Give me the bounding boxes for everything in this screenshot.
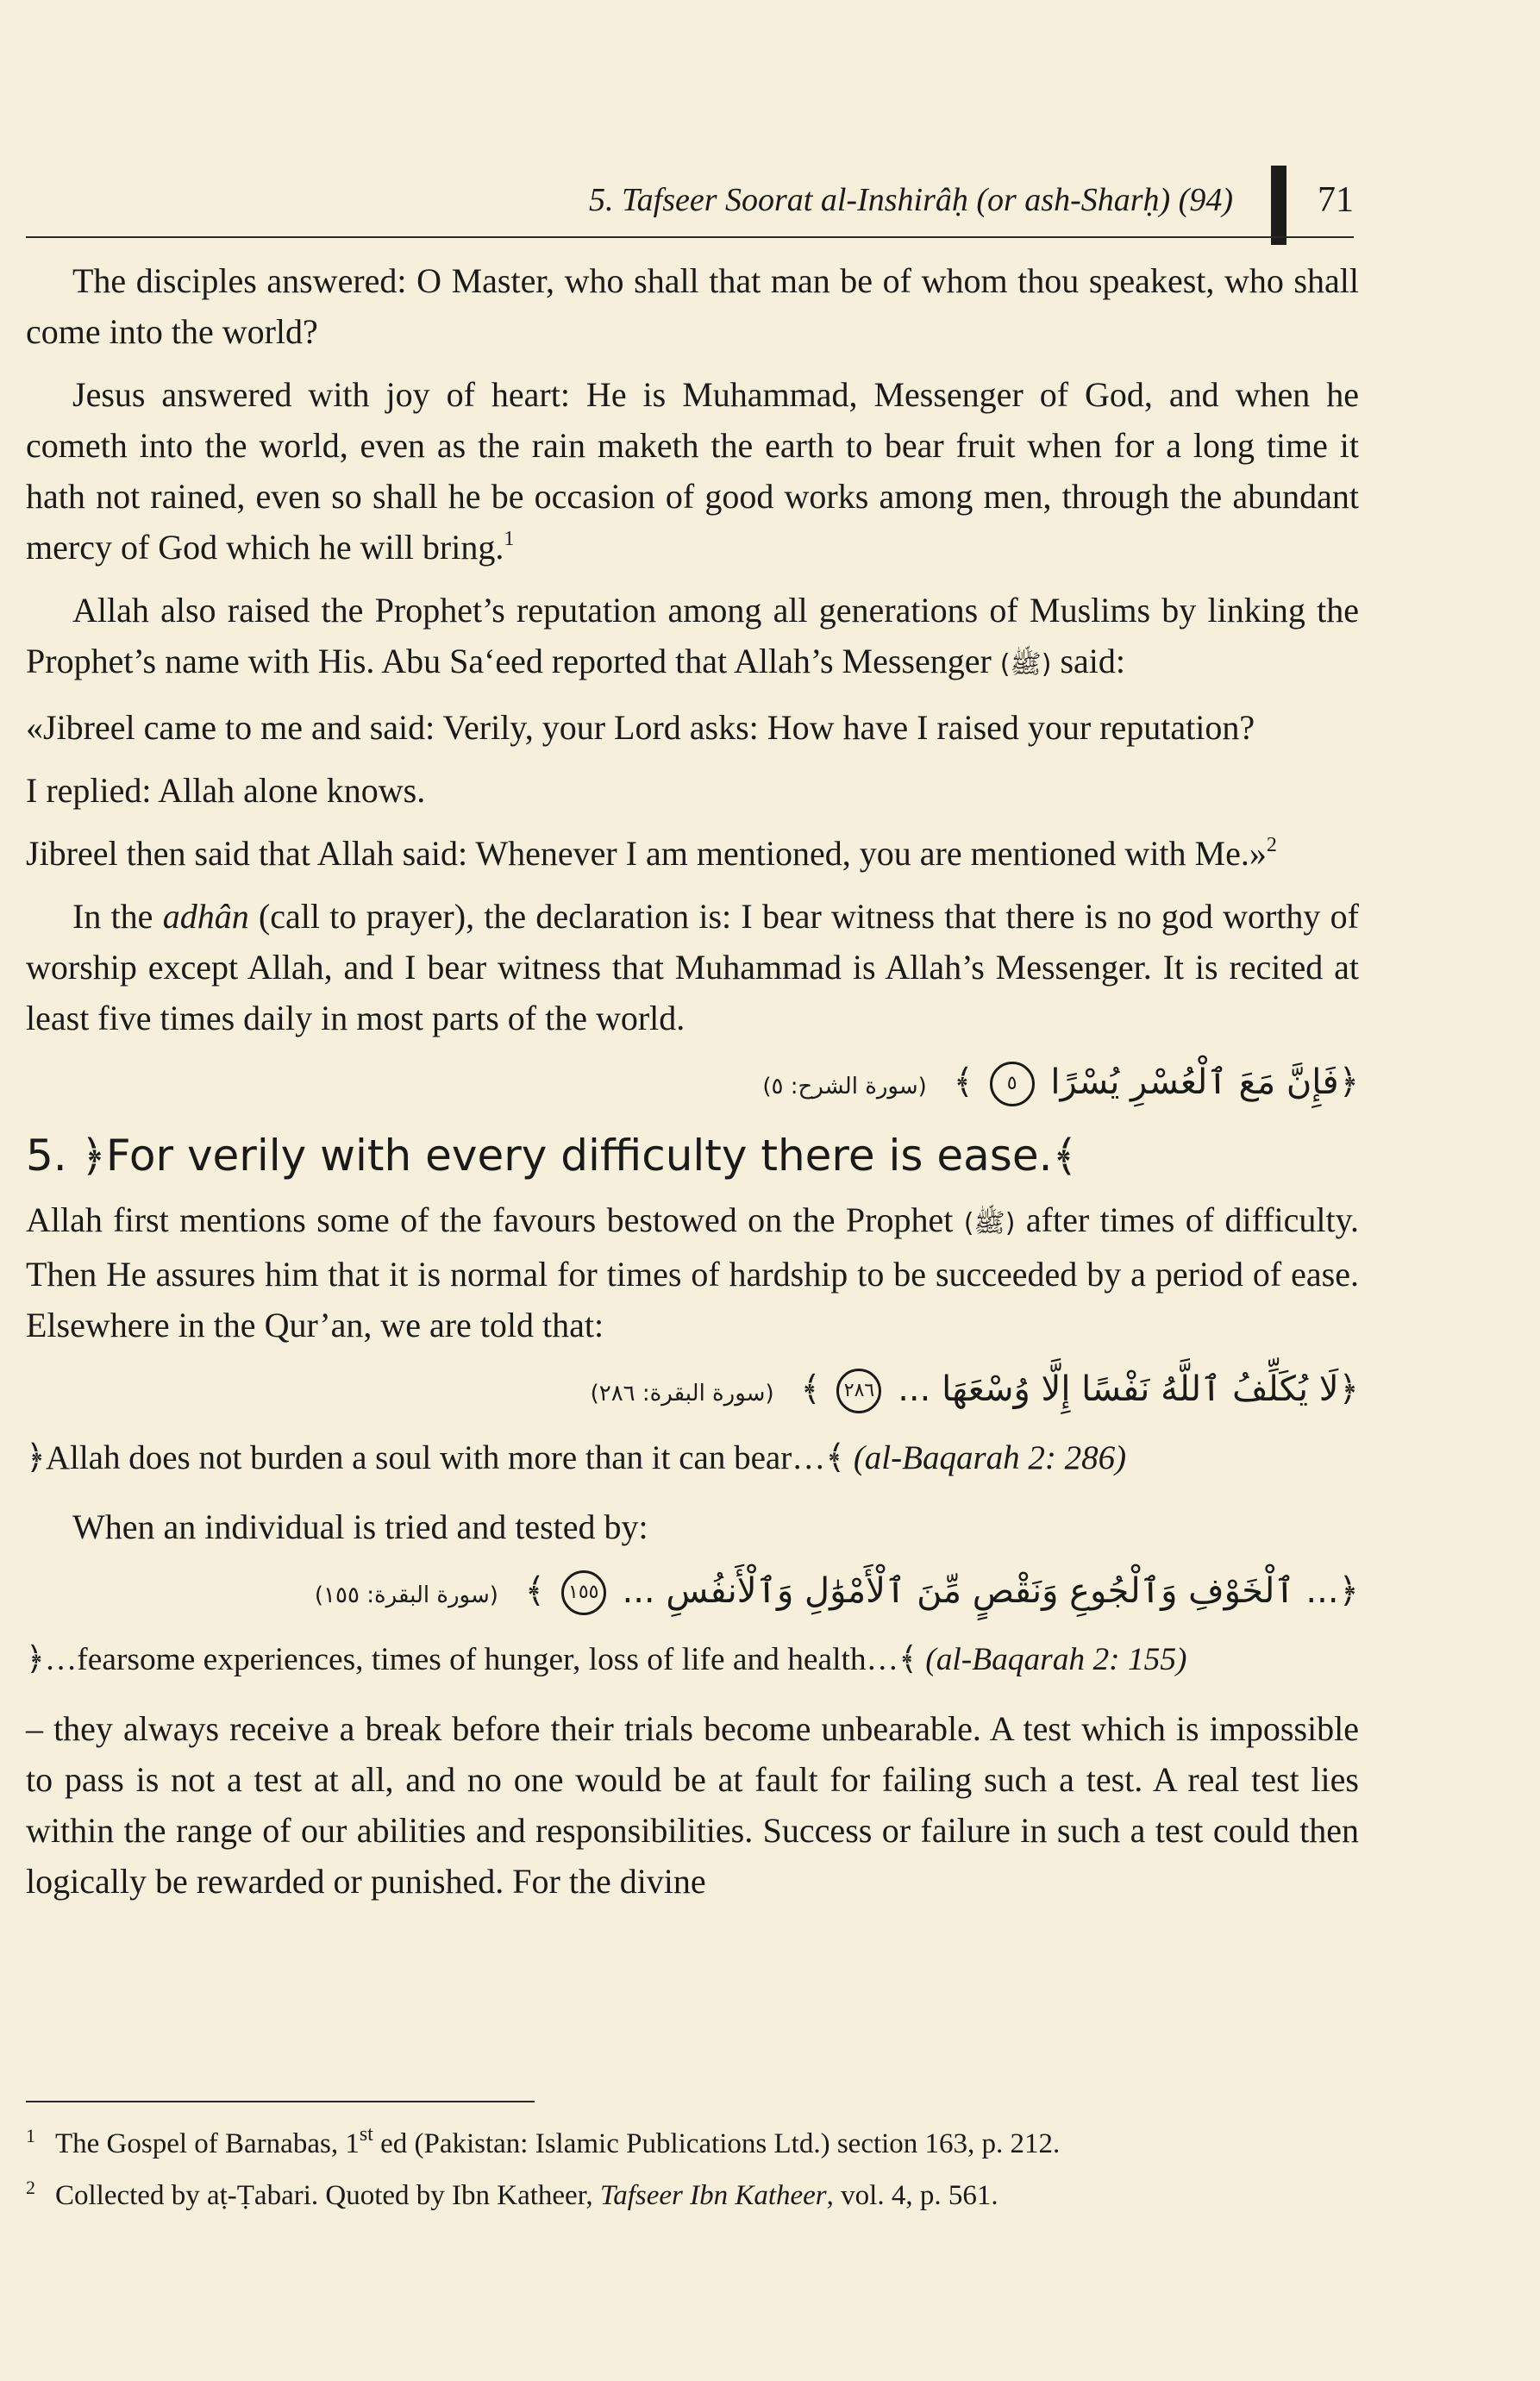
- quran-bracket: ﴾: [800, 1369, 821, 1409]
- paragraph-text: When an individual is tried and tested by:: [72, 1507, 648, 1546]
- footnote-ref-1[interactable]: 1: [504, 527, 515, 550]
- body-text: [26, 255, 1359, 1919]
- arabic-text: ﴿لَا يُكَلِّفُ ٱللَّهُ نَفْسًا إِلَّا وُسْعَهَا ...: [898, 1369, 1359, 1409]
- paragraph-text: Allah also raised the Prophet’s reputation among all generations of Muslims by linking the Prophet’s name with His. Abu Sa‘eed reported that Allah’s Messenger: [26, 591, 1359, 680]
- term-adhan: adhân: [162, 897, 249, 936]
- hadith-line-1: [26, 702, 1359, 753]
- paragraph-text: In the: [72, 897, 153, 936]
- footnotes: [26, 2121, 1359, 2225]
- citation: (al-Baqarah 2: 286): [853, 1439, 1127, 1476]
- paragraph-text: I replied: Allah alone knows.: [26, 771, 426, 810]
- paragraph-jesus-answer: [26, 369, 1359, 573]
- footnote-text: ed (Pakistan: Islamic Publications Ltd.) section 163, p. 212.: [372, 2128, 1061, 2159]
- ordinal-suffix: st: [359, 2123, 373, 2146]
- paragraph-text: Jibreel then said that Allah said: Whenever I am mentioned, you are mentioned with Me.»: [26, 834, 1267, 873]
- paragraph-disciples: [26, 255, 1359, 357]
- surah-reference: (سورة البقرة: ٢٨٦): [590, 1381, 774, 1407]
- arabic-verse-5: [26, 1056, 1359, 1113]
- paragraph-text: said:: [1060, 642, 1126, 680]
- translation-text: ﴿Allah does not burden a soul with more than it can bear…﴾: [26, 1439, 846, 1476]
- footnote-text: The Gospel of Barnabas, 1: [55, 2128, 360, 2159]
- page-number: 71: [1318, 180, 1354, 220]
- footnote-2: 2 Collected by aṭ-Ṭabari. Quoted by Ibn Katheer, Tafseer Ibn Katheer, vol. 4, p. 561.: [26, 2177, 998, 2211]
- header-rule: [26, 236, 1354, 238]
- verse-heading: [26, 1127, 1359, 1184]
- ayah-number-mark: ٥: [990, 1062, 1035, 1106]
- paragraph-reputation: [26, 585, 1359, 690]
- paragraph-text: after times of difficulty. Then He assures him that it is normal for times of hardship to be succeeded by a period of ease. Elsewhere in the Qur’an, we are told that:: [26, 1200, 1360, 1344]
- footnote-1: 1 The Gospel of Barnabas, 1st ed (Pakistan: Islamic Publications Ltd.) section 163, p. 212.: [26, 2123, 1061, 2159]
- paragraph-text: The disciples answered: O Master, who shall that man be of whom thou speakest, who shall come into the world?: [26, 261, 1359, 351]
- paragraph-adhan: [26, 891, 1359, 1043]
- quran-bracket: ﴾: [953, 1062, 973, 1102]
- running-head: [26, 172, 1354, 228]
- paragraph-favours: [26, 1194, 1359, 1350]
- ayah-number-mark: ١٥٥: [561, 1570, 606, 1615]
- arabic-verse-155: [26, 1564, 1359, 1622]
- arabic-text: ﴿فَإِنَّ مَعَ ٱلْعُسْرِ يُسْرًا: [1050, 1062, 1359, 1102]
- translation-286: [26, 1434, 1359, 1482]
- verse-number: 5.: [26, 1131, 67, 1181]
- hadith-line-2: [26, 765, 1359, 816]
- translation-155: [26, 1636, 1359, 1684]
- paragraph-text: (call to prayer), the declaration is: I bear witness that there is no god worthy of worship except Allah, and I bear witness that Muhammad is Allah’s Messenger. It is recited at least five times daily in most parts of the world.: [26, 897, 1359, 1037]
- header-bar-ornament: [1271, 166, 1286, 245]
- translation-text: ﴿…fearsome experiences, times of hunger, loss of life and health…﴾: [26, 1642, 917, 1677]
- chapter-title: 5. Tafseer Soorat al-Inshirâḥ (or ash-Sharḥ) (94): [589, 182, 1233, 218]
- surah-reference: (سورة البقرة: ١٥٥): [314, 1582, 498, 1608]
- footnote-ref-2[interactable]: 2: [1266, 833, 1277, 856]
- book-title: Tafseer Ibn Katheer: [599, 2180, 827, 2211]
- paragraph-text: Allah first mentions some of the favours bestowed on the Prophet: [26, 1200, 954, 1239]
- ayah-number-mark: ٢٨٦: [836, 1369, 881, 1413]
- citation: (al-Baqarah 2: 155): [925, 1642, 1187, 1677]
- surah-reference: (سورة الشرح: ٥): [762, 1074, 927, 1100]
- footnote-rule: [26, 2101, 535, 2102]
- honorific-glyph: (ﷺ): [999, 649, 1052, 680]
- paragraph-text: «Jibreel came to me and said: Verily, your Lord asks: How have I raised your reputation?: [26, 708, 1255, 747]
- paragraph-text: – they always receive a break before their trials become unbearable. A test which is impossible to pass is not a test at all, and no one would be at fault for failing such a test. A real test lies within the range of our abilities and responsibilities. Success or failure in such a test could then logically be rewarded or punished. For the divine: [26, 1709, 1359, 1901]
- paragraph-test: [26, 1703, 1359, 1907]
- paragraph-tested: [26, 1501, 1359, 1552]
- arabic-text: ﴿... ٱلْخَوْفِ وَٱلْجُوعِ وَنَقْصٍ مِّنَ ٱلْأَمْوَٰلِ وَٱلْأَنفُسِ ...: [622, 1571, 1359, 1611]
- footnote-text: Collected by aṭ-Ṭabari. Quoted by Ibn Katheer,: [55, 2180, 600, 2211]
- verse-translation: ﴿For verily with every difficulty there is ease.﴾: [80, 1131, 1078, 1181]
- honorific-glyph: (ﷺ): [963, 1208, 1016, 1238]
- footnote-text: , vol. 4, p. 561.: [826, 2180, 998, 2211]
- paragraph-text: Jesus answered with joy of heart: He is Muhammad, Messenger of God, and when he cometh into the world, even as the rain maketh the earth to bear fruit when for a long time it hath not rained, even so shall he be occasion of good works among men, through the abundant mercy of God which he will bring.: [26, 375, 1359, 567]
- arabic-verse-286: [26, 1363, 1359, 1420]
- quran-bracket: ﴾: [524, 1571, 546, 1611]
- hadith-line-3: [26, 828, 1359, 879]
